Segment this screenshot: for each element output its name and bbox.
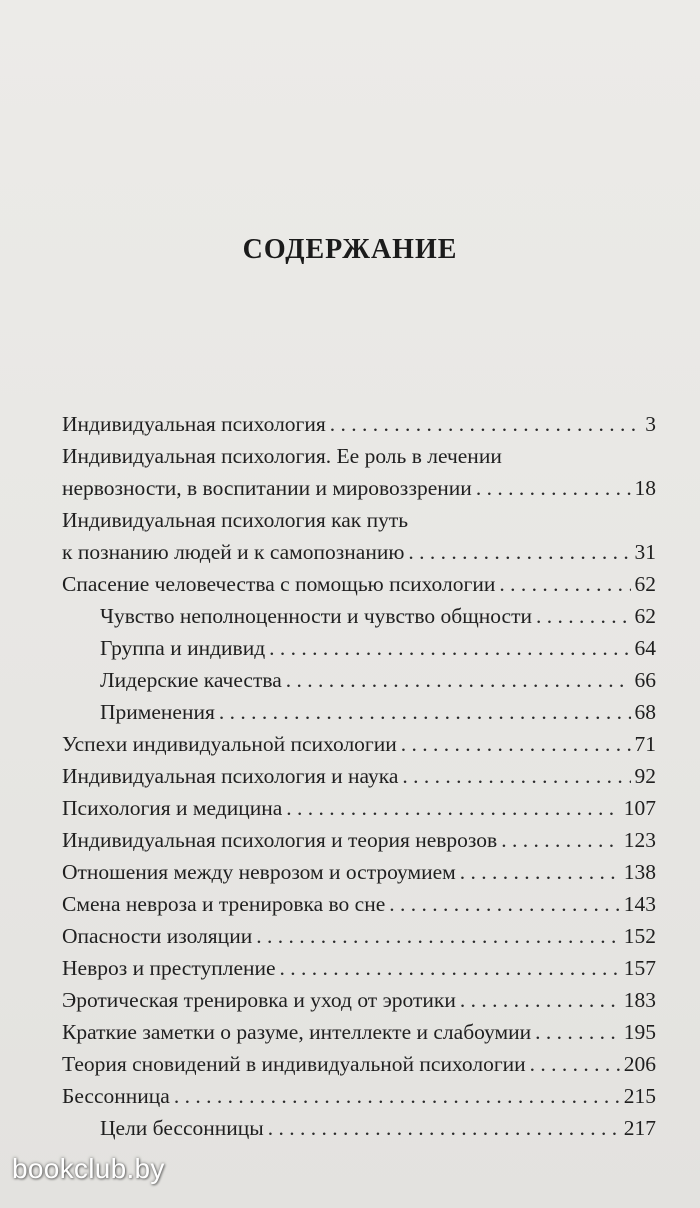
toc-entry-title: Группа и индивид	[100, 636, 266, 660]
dot-leader	[256, 920, 620, 952]
toc-entry	[62, 600, 656, 632]
toc-entry	[62, 472, 656, 504]
toc-entry-title: Цели бессонницы	[100, 1116, 264, 1140]
toc-entry-title: Эротическая тренировка и уход от эротики	[62, 988, 456, 1012]
page-title: СОДЕРЖАНИЕ	[242, 234, 458, 265]
toc-entry	[62, 1080, 656, 1112]
toc-entry-title: Краткие заметки о разуме, интеллекте и слабоумии	[62, 1020, 532, 1044]
toc-entry	[62, 632, 656, 664]
toc-page-number: 18	[634, 476, 656, 500]
toc-page-number: 62	[634, 572, 656, 596]
toc-page-number: 92	[634, 764, 656, 788]
toc-entry	[62, 728, 656, 760]
toc-page-number: 195	[623, 1020, 656, 1044]
toc-entry-title: Смена невроза и тренировка во сне	[62, 892, 386, 916]
toc-entry-title: Применения	[100, 700, 215, 724]
dot-leader	[286, 792, 619, 824]
toc-entry-title: Индивидуальная психология и наука	[62, 764, 399, 788]
toc-entry	[62, 920, 656, 952]
dot-leader	[499, 568, 630, 600]
toc-page-number: 123	[623, 828, 656, 852]
toc-page-number: 215	[623, 1084, 656, 1108]
dot-leader	[389, 888, 619, 920]
toc-entry-title: к познанию людей и к самопознанию	[62, 540, 405, 564]
toc-page-number: 107	[623, 796, 656, 820]
toc-entry	[62, 760, 656, 792]
toc-page-number: 152	[623, 924, 656, 948]
toc-entry	[62, 984, 656, 1016]
toc-page-number: 66	[634, 668, 656, 692]
watermark-logo: bookclub.by	[12, 1153, 165, 1184]
dot-leader	[401, 728, 631, 760]
toc-entry-title: Отношения между неврозом и остроумием	[62, 860, 456, 884]
dot-leader	[530, 1048, 620, 1080]
toc-page-number: 143	[623, 892, 656, 916]
toc-page-number: 138	[623, 860, 656, 884]
toc-page-number: 183	[623, 988, 656, 1012]
toc-page-number: 71	[634, 732, 656, 756]
toc-page-number: 64	[634, 636, 656, 660]
toc-entry	[62, 408, 656, 440]
dot-leader	[476, 472, 631, 504]
toc-page-number: 62	[634, 604, 656, 628]
dot-leader	[460, 984, 620, 1016]
toc-entry	[62, 792, 656, 824]
toc-page-number: 68	[634, 700, 656, 724]
dot-leader	[536, 600, 630, 632]
toc-entry-title: нервозности, в воспитании и мировоззрении	[62, 476, 472, 500]
toc-entry	[62, 664, 656, 696]
toc-entry-title: Индивидуальная психология	[62, 412, 326, 436]
dot-leader	[280, 952, 620, 984]
toc-entry	[62, 824, 656, 856]
dot-leader	[402, 760, 630, 792]
toc-entry-title: Чувство неполноценности и чувство общности	[100, 604, 533, 628]
toc-entry	[62, 856, 656, 888]
toc-entry	[62, 568, 656, 600]
dot-leader	[535, 1016, 620, 1048]
toc-entry-title: Спасение человечества с помощью психологии	[62, 572, 496, 596]
toc-entry-title: Индивидуальная психология и теория неврозов	[62, 828, 498, 852]
toc-page-number: 3	[645, 412, 656, 436]
dot-leader	[269, 632, 630, 664]
toc-page-number: 31	[634, 540, 656, 564]
toc-page-number: 206	[623, 1052, 656, 1076]
toc-entry-title: Психология и медицина	[62, 796, 283, 820]
toc-entry	[62, 536, 656, 568]
dot-leader	[219, 696, 631, 728]
table-of-contents	[62, 408, 656, 1144]
toc-entry	[62, 888, 656, 920]
toc-page-number: 157	[623, 956, 656, 980]
toc-entry-title: Теория сновидений в индивидуальной психологии	[62, 1052, 526, 1076]
toc-entry-title: Опасности изоляции	[62, 924, 253, 948]
toc-entry-line: Индивидуальная психология. Ее роль в лечении	[62, 444, 502, 468]
toc-entry	[62, 1048, 656, 1080]
toc-entry	[62, 1112, 656, 1144]
toc-entry	[62, 952, 656, 984]
toc-entry-title: Бессонница	[62, 1084, 170, 1108]
dot-leader	[174, 1080, 620, 1112]
dot-leader	[408, 536, 630, 568]
toc-entry-title: Успехи индивидуальной психологии	[62, 732, 397, 756]
dot-leader	[268, 1112, 620, 1144]
toc-entry-title: Невроз и преступление	[62, 956, 276, 980]
toc-entry	[62, 696, 656, 728]
dot-leader	[330, 408, 641, 440]
toc-page-number: 217	[623, 1116, 656, 1140]
dot-leader	[460, 856, 620, 888]
toc-entry-line: Индивидуальная психология как путь	[62, 508, 409, 532]
toc-entry-title: Лидерские качества	[100, 668, 282, 692]
dot-leader	[286, 664, 631, 696]
dot-leader	[501, 824, 620, 856]
toc-entry	[62, 1016, 656, 1048]
